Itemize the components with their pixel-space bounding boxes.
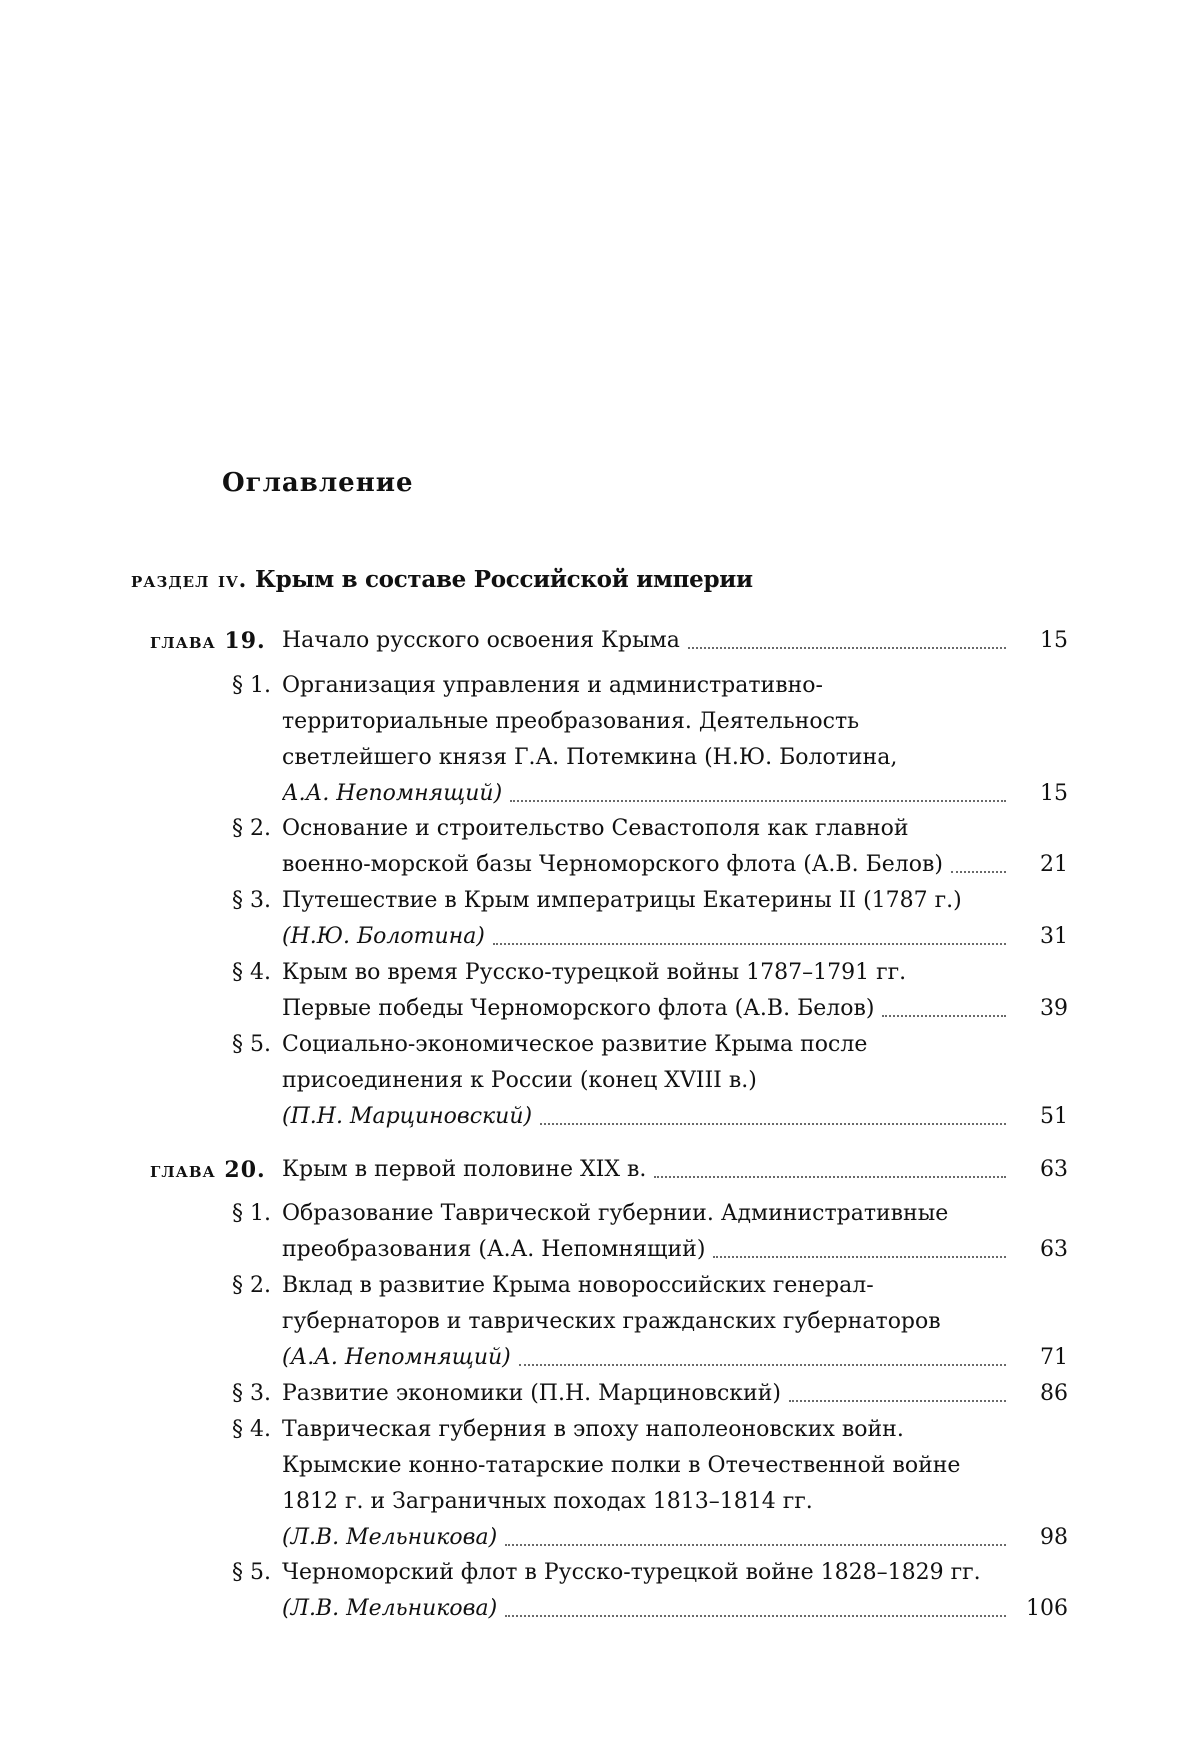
- page-number: 15: [1014, 776, 1068, 812]
- leader-dots: [882, 991, 1006, 1017]
- page-number: 39: [1014, 991, 1068, 1027]
- chapter-label: глава 19.: [150, 623, 266, 659]
- leader-dots: [654, 1152, 1006, 1178]
- entry-line: Организация управления и административно-: [282, 668, 1068, 704]
- chapter-label: глава 20.: [150, 1152, 266, 1188]
- entry-author: (Л.В. Мельникова): [282, 1520, 497, 1556]
- entry-line: Путешествие в Крым императрицы Екатерины II (1787 г.): [282, 883, 1068, 919]
- entry-last-line: Первые победы Черноморского флота (А.В. Белов): [282, 991, 874, 1027]
- page-number: 31: [1014, 919, 1068, 955]
- entry-last-line: преобразования (А.А. Непомнящий): [282, 1232, 705, 1268]
- leader-dots: [540, 1099, 1006, 1125]
- leader-dots: [519, 1340, 1006, 1366]
- entry-line: Образование Таврической губернии. Административные: [282, 1196, 1068, 1232]
- entry-author: (Л.В. Мельникова): [282, 1591, 497, 1627]
- leader-dots: [505, 1520, 1006, 1546]
- page-title: Оглавление: [222, 468, 414, 498]
- leader-dots: [713, 1232, 1006, 1258]
- leader-dots: [510, 776, 1006, 802]
- entry-line: Таврическая губерния в эпоху наполеоновских войн.: [282, 1412, 1068, 1448]
- entry-author: (А.А. Непомнящий): [282, 1340, 511, 1376]
- paragraph-mark: § 1.: [232, 1196, 271, 1232]
- entry-line: Крымские конно-татарские полки в Отечественной войне: [282, 1448, 1068, 1484]
- paragraph-mark: § 2.: [232, 811, 271, 847]
- entry-line: Социально-экономическое развитие Крыма после: [282, 1027, 1068, 1063]
- entry-author: А.А. Непомнящий): [282, 776, 502, 812]
- paragraph-mark: § 5.: [232, 1027, 271, 1063]
- paragraph-mark: § 3.: [232, 1376, 271, 1412]
- page-number: 15: [1014, 623, 1068, 659]
- entry-line: Крым во время Русско-турецкой войны 1787–1791 гг.: [282, 955, 1068, 991]
- entry-author: (Н.Ю. Болотина): [282, 919, 485, 955]
- entry-line: Черноморский флот в Русско-турецкой войне 1828–1829 гг.: [282, 1555, 1068, 1591]
- paragraph-mark: § 4.: [232, 1412, 271, 1448]
- paragraph-mark: § 5.: [232, 1555, 271, 1591]
- page-number: 86: [1014, 1376, 1068, 1412]
- paragraph-mark: § 4.: [232, 955, 271, 991]
- entry-author: (П.Н. Марциновский): [282, 1099, 532, 1135]
- section-prefix: раздел iv.: [131, 567, 247, 593]
- page-number: 21: [1014, 847, 1068, 883]
- entry-line: присоединения к России (конец XVIII в.): [282, 1063, 1068, 1099]
- section-title: Крым в составе Российской империи: [255, 566, 753, 593]
- page-number: 51: [1014, 1099, 1068, 1135]
- page-number: 106: [1014, 1591, 1068, 1627]
- chapter-title: Крым в первой половине XIX в.: [282, 1152, 646, 1188]
- section-heading: [131, 566, 753, 593]
- page-number: 63: [1014, 1152, 1068, 1188]
- leader-dots: [505, 1591, 1006, 1617]
- entry-line: Основание и строительство Севастополя как главной: [282, 811, 1068, 847]
- entry-line: губернаторов и таврических гражданских губернаторов: [282, 1304, 1068, 1340]
- entry-last-line: военно-морской базы Черноморского флота (А.В. Белов): [282, 847, 943, 883]
- entry-line: Вклад в развитие Крыма новороссийских генерал-: [282, 1268, 1068, 1304]
- leader-dots: [951, 847, 1006, 873]
- entry-line: светлейшего князя Г.А. Потемкина (Н.Ю. Болотина,: [282, 740, 1068, 776]
- leader-dots: [688, 623, 1006, 649]
- page-number: 63: [1014, 1232, 1068, 1268]
- page-number: 71: [1014, 1340, 1068, 1376]
- page-number: 98: [1014, 1520, 1068, 1556]
- entry-last-line: Развитие экономики (П.Н. Марциновский): [282, 1376, 781, 1412]
- entry-line: 1812 г. и Заграничных походах 1813–1814 гг.: [282, 1484, 1068, 1520]
- paragraph-mark: § 1.: [232, 668, 271, 704]
- chapter-title: Начало русского освоения Крыма: [282, 623, 680, 659]
- entry-line: территориальные преобразования. Деятельность: [282, 704, 1068, 740]
- leader-dots: [493, 919, 1006, 945]
- leader-dots: [789, 1376, 1006, 1402]
- paragraph-mark: § 3.: [232, 883, 271, 919]
- paragraph-mark: § 2.: [232, 1268, 271, 1304]
